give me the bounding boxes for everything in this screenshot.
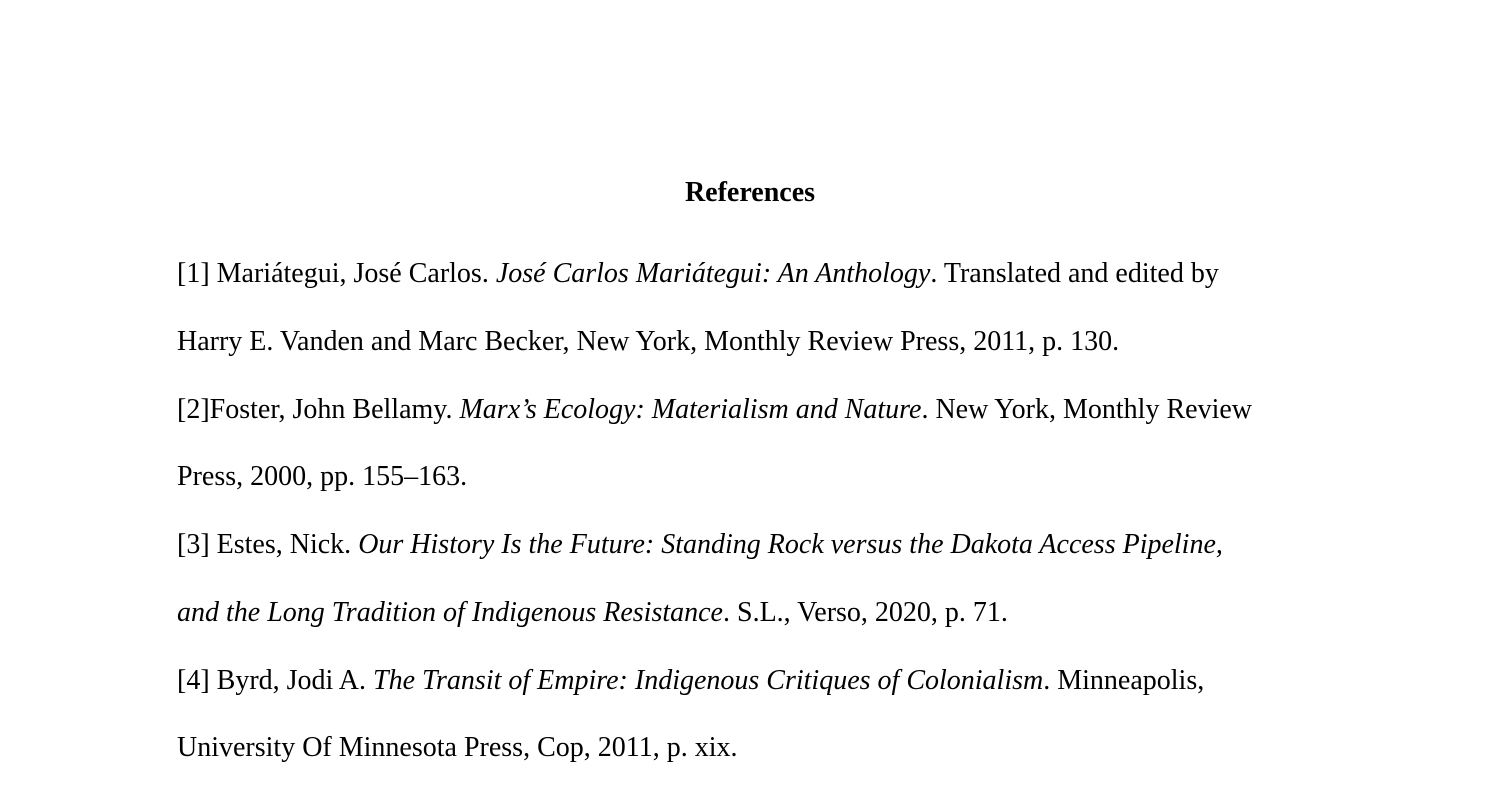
reference-title: and the Long Tradition of Indigenous Resistance (177, 596, 723, 628)
reference-text: [3] Estes, Nick. (177, 529, 359, 560)
reference-line (177, 579, 1337, 647)
reference-text: University Of Minnesota Press, Cop, 2011, p. xix. (177, 732, 738, 764)
reference-list (177, 240, 1337, 782)
reference-text: [1] Mariátegui, José Carlos. (177, 258, 496, 289)
reference-item-3 (177, 511, 1337, 647)
reference-text: . Translated and edited by (930, 258, 1219, 289)
references-heading: References (684, 177, 816, 208)
reference-title: The Transit of Empire: Indigenous Critiques of Colonialism (373, 664, 1044, 696)
reference-text: [2]Foster, John Bellamy. (177, 393, 460, 425)
reference-text: . Minneapolis, (1043, 664, 1205, 696)
reference-title: Our History Is the Future: Standing Rock versus the Dakota Access Pipeline, (358, 529, 1223, 560)
reference-item-4 (177, 647, 1337, 783)
reference-text: . S.L., Verso, 2020, p. 71. (723, 596, 1008, 628)
reference-line (177, 240, 1337, 308)
reference-line (177, 376, 1337, 444)
reference-line (177, 308, 1337, 376)
reference-title: José Carlos Mariátegui: An Anthology (495, 258, 931, 289)
reference-line (177, 511, 1337, 579)
reference-text: . New York, Monthly Review (921, 393, 1252, 425)
reference-item-2 (177, 376, 1337, 512)
reference-line (177, 443, 1337, 511)
reference-text: [4] Byrd, Jodi A. (177, 664, 373, 696)
reference-item-1 (177, 240, 1337, 376)
reference-text: Press, 2000, pp. 155–163. (177, 461, 468, 493)
reference-text: Harry E. Vanden and Marc Becker, New York, Monthly Review Press, 2011, p. 130. (177, 325, 1120, 357)
reference-title: Marx’s Ecology: Materialism and Nature (459, 393, 922, 425)
reference-line (177, 714, 1337, 782)
reference-line (177, 647, 1337, 715)
